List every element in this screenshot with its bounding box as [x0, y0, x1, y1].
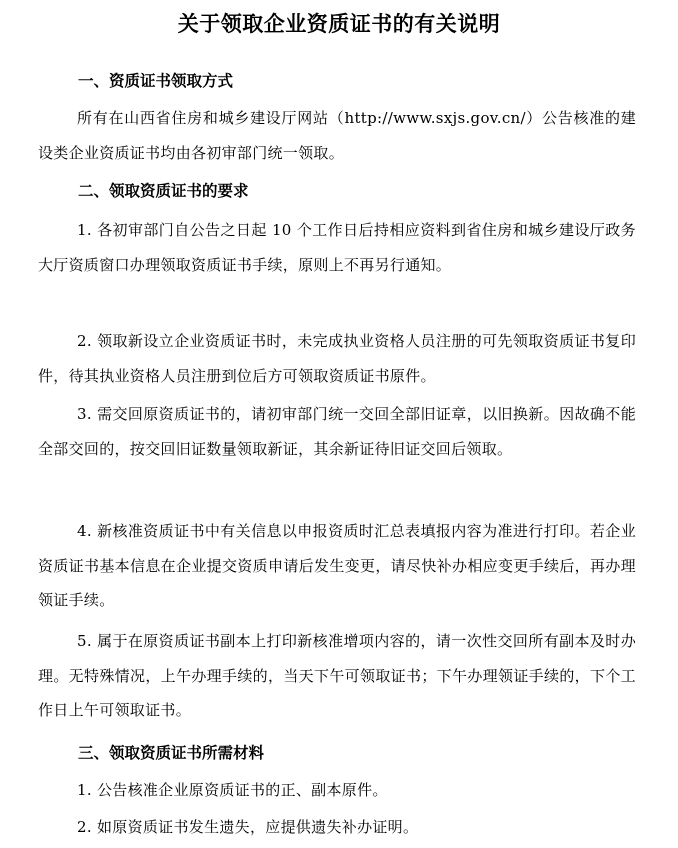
section-2-paragraph-3: 3. 需交回原资质证书的，请初审部门统一交回全部旧证章，以旧换新。因故确不能全部交回的，按交回旧证数量领取新证，其余新证待旧证交回后领取。 [38, 405, 636, 458]
section-heading-1: 一、资质证书领取方式 [78, 72, 234, 90]
document-title: 关于领取企业资质证书的有关说明 [177, 11, 501, 36]
section-1-paragraph-1: 所有在山西省住房和城乡建设厅网站（http://www.sxjs.gov.cn/）公告核准的建设类企业资质证书均由各初审部门统一领取。 [38, 109, 636, 162]
section-2-paragraph-2: 2. 领取新设立企业资质证书时，未完成执业资格人员注册的可先领取资质证书复印件，待其执业资格人员注册到位后方可领取资质证书原件。 [38, 332, 636, 385]
section-2-paragraph-5: 5. 属于在原资质证书副本上打印新核准增项内容的，请一次性交回所有副本及时办理。无特殊情况，上午办理手续的，当天下午可领取证书；下午办理领证手续的，下个工作日上午可领取证书。 [38, 632, 636, 719]
section-3-paragraph-1: 1. 公告核准企业原资质证书的正、副本原件。 [77, 781, 388, 799]
section-2-paragraph-4: 4. 新核准资质证书中有关信息以申报资质时汇总表填报内容为准进行打印。若企业资质证书基本信息在企业提交资质申请后发生变更，请尽快补办相应变更手续后，再办理领证手续。 [38, 522, 636, 609]
section-heading-3: 三、领取资质证书所需材料 [78, 744, 265, 762]
section-heading-2: 二、领取资质证书的要求 [78, 182, 249, 200]
section-3-paragraph-2: 2. 如原资质证书发生遗失，应提供遗失补办证明。 [77, 818, 419, 836]
section-2-paragraph-1: 1. 各初审部门自公告之日起 10 个工作日后持相应资料到省住房和城乡建设厅政务大厅资质窗口办理领取资质证书手续，原则上不再另行通知。 [38, 221, 636, 274]
